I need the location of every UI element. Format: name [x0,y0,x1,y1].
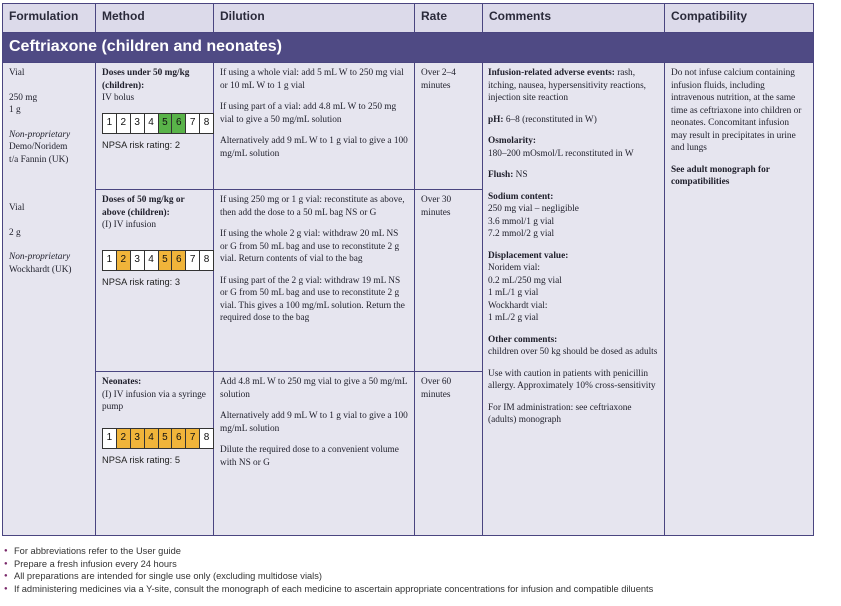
dilution-step: Alternatively add 9 mL W to 1 g vial to give a 100 mg/mL solution [220,136,408,159]
risk-box: 2 [117,114,131,133]
risk-box: 8 [203,116,210,128]
sodium-title: Sodium content: [488,191,554,202]
table-header [3,3,813,33]
method-row [96,190,213,372]
formulation-b-vial: Vial [9,203,25,213]
other-comments-title: Other comments: [488,334,558,345]
risk-box: 7 [186,251,200,270]
drug-title: Ceftriaxone (children and neonates) [3,33,813,63]
monograph-table [2,3,814,536]
flush-text: NS [515,170,528,180]
dilution-row [214,190,414,372]
footnote: ● Prepare a fresh infusion every 24 hours [4,558,653,571]
ph-text: 6–8 (reconstituted in W) [505,114,597,125]
dilution-step: If using part of the 2 g vial: withdraw 19 mL NS or G from 50 mL bag and use to reconstitute 2 g vial. This gives a 100 mg/mL solution. Return the required dose to the bag [220,275,405,323]
risk-box: 3 [131,114,145,133]
dilution-step: Alternatively add 9 mL W to 1 g vial to give a 100 mg/mL solution [220,411,408,434]
method-text: (I) IV infusion via a syringe pump [102,389,206,412]
risk-box: 7 [186,429,200,448]
risk-box: 7 [186,114,200,133]
footnote: ● For abbreviations refer to the User guide [4,545,653,558]
risk-box: 3 [131,251,145,270]
method-title: Doses under 50 mg/kg (children): [102,68,190,91]
method-title: Doses of 50 mg/kg or above (children): [102,195,185,218]
rate-text: Over 2–4 minutes [421,68,456,91]
osmolarity-label: Osmolarity: [488,136,537,146]
displacement-line: 0.2 mL/250 mg vial [488,275,562,286]
flush-label: Flush: [488,170,514,180]
formulation-a-maker2: t/a Fannin (UK) [9,154,69,165]
footnote: ● If administering medicines via a Y-site, consult the monograph of each medicine to ascertain appropriate concentrations for infusion and compatible diluents [4,583,653,596]
adverse-text: rash, itching, nausea, hypersensitivity reactions, injection site reaction [488,68,647,103]
formulation-a-strength1: 250 mg [9,92,38,103]
sodium-line: 7.2 mmol/2 g vial [488,229,555,239]
method-text: (I) IV infusion [102,220,157,230]
risk-box: 2 [117,251,131,270]
sodium-line: 250 mg vial – negligible [488,204,579,214]
dilution-step: If using part of a vial: add 4.8 mL W to 250 mg vial to give a 50 mg/mL solution [220,102,397,125]
displacement-line: Wockhardt vial: [488,300,548,311]
rate-text: Over 60 minutes [421,377,452,400]
formulation-a-vial: Vial [9,68,25,78]
risk-box: 4 [145,114,159,133]
method-column [96,63,214,535]
method-row [96,63,213,190]
method-text: IV bolus [102,93,135,103]
risk-rating-label: NPSA risk rating: 3 [102,276,181,287]
im-text: For IM administration: see ceftriaxone (adults) monograph [488,402,632,425]
displacement-line: Noridem vial: [488,263,540,273]
footnotes [4,545,653,595]
dilution-step: Dilute the required dose to a convenient volume with NS or G [220,445,399,468]
risk-scale [102,250,214,271]
risk-box: 6 [172,251,186,270]
rate-row [415,372,482,533]
risk-scale [102,428,214,449]
caution-text: Use with caution in patients with penicillin allergy. Approximately 10% cross-sensitivity [488,368,656,391]
formulation-a-strength2: 1 g [9,105,21,115]
displacement-line: 1 mL/2 g vial [488,313,539,323]
risk-box: 5 [159,114,173,133]
risk-box: 1 [103,429,117,448]
header-comments: Comments [483,4,665,32]
formulation-a-nonproprietary: Non-proprietary [9,129,71,140]
displacement-line: 1 mL/1 g vial [488,288,539,298]
dilution-step: If using 250 mg or 1 g vial: reconstitute as above, then add the dose to a 50 mL bag NS or G [220,195,405,218]
other-comments-text: children over 50 kg should be dosed as adults [488,347,658,357]
osmolarity-text: 180–200 mOsmol/L reconstituted in W [488,148,634,159]
ph-label: pH: [488,114,504,125]
footnote: ● All preparations are intended for single use only (excluding multidose vials) [4,570,653,583]
sodium-line: 3.6 mmol/1 g vial [488,216,555,227]
dilution-step: Add 4.8 mL W to 250 mg vial to give a 50 mg/mL solution [220,377,408,400]
risk-box: 3 [131,429,145,448]
adverse-title: Infusion-related adverse events: [488,68,615,78]
compatibility-text: Do not infuse calcium containing infusion fluids, including intravenous nutrition, at the same time as ceftriaxone into children or neonates. Concomitant infusion may result in precipitates in urine and lungs [671,68,802,153]
risk-box: 2 [117,429,131,448]
risk-box: 4 [145,251,159,270]
header-method: Method [96,4,214,32]
compatibility-cell [665,63,813,535]
header-rate: Rate [415,4,483,32]
risk-scale [102,113,214,134]
risk-box: 6 [172,429,186,448]
dilution-row [214,372,414,533]
dilution-column [214,63,415,535]
risk-box: 4 [145,429,159,448]
header-compatibility: Compatibility [671,9,748,23]
rate-text: Over 30 minutes [421,195,452,218]
formulation-a-maker1: Demo/Noridem [9,142,68,152]
method-row [96,372,213,533]
compatibility-see: See adult monograph for compatibilities [671,164,770,187]
dilution-step: If using the whole 2 g vial: withdraw 20 mL NS or G from 50 mL bag and use to reconstitute 2 g vial. Return contents of vial to the bag [220,229,400,264]
method-title: Neonates: [102,377,142,387]
risk-box: 8 [203,253,210,265]
dilution-row [214,63,414,190]
header-dilution: Dilution [214,4,415,32]
risk-box: 1 [103,251,117,270]
rate-row [415,190,482,372]
risk-rating-label: NPSA risk rating: 5 [102,454,181,465]
table-body [3,63,813,535]
risk-rating-label: NPSA risk rating: 2 [102,139,181,150]
risk-box: 5 [159,251,173,270]
rate-column [415,63,483,535]
rate-row [415,63,482,190]
header-formulation: Formulation [3,4,96,32]
formulation-b-strength: 2 g [9,227,21,238]
formulation-cell [3,63,96,535]
displacement-title: Displacement value: [488,250,569,261]
formulation-b-nonproprietary: Non-proprietary [9,252,71,262]
risk-box: 8 [203,431,210,443]
risk-box: 6 [172,114,186,133]
formulation-b-maker: Wockhardt (UK) [9,264,72,275]
dilution-step: If using a whole vial: add 5 mL W to 250 mg vial or 10 mL W to 1 g vial [220,68,404,91]
comments-cell [483,63,665,535]
risk-box: 1 [103,114,117,133]
risk-box: 5 [159,429,173,448]
